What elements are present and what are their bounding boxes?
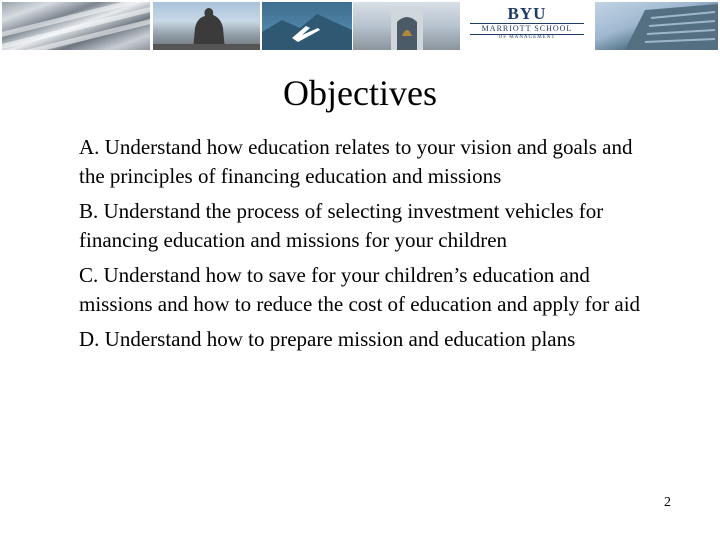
banner-photo-metal-arcs (2, 2, 150, 50)
objective-item: C. Understand how to save for your children’s education and missions and how to reduce the cost of education and apply for aid (79, 263, 641, 316)
objective-item: A. Understand how education relates to your vision and goals and the principles of financing education and missions (79, 135, 633, 188)
banner-photo-mountain-y (262, 2, 352, 50)
objective-item: B. Understand the process of selecting investment vehicles for financing education and missions for your children (79, 199, 604, 252)
byu-wordmark: BYU (507, 4, 547, 23)
banner-photo-statue (153, 2, 260, 50)
slide-title: Objectives (283, 73, 437, 113)
objective-item: D. Understand how to prepare mission and education plans (79, 327, 576, 351)
page-number: 2 (664, 495, 671, 510)
byu-marriott-logo (462, 2, 592, 50)
header-banner (0, 0, 720, 52)
logo-school-subtitle: OF MANAGEMENT (498, 35, 556, 40)
banner-photo-bell-tower (353, 2, 460, 50)
objectives-list (79, 133, 649, 360)
banner-photo-building (595, 2, 718, 50)
logo-school-name: MARRIOTT SCHOOL (481, 24, 573, 33)
